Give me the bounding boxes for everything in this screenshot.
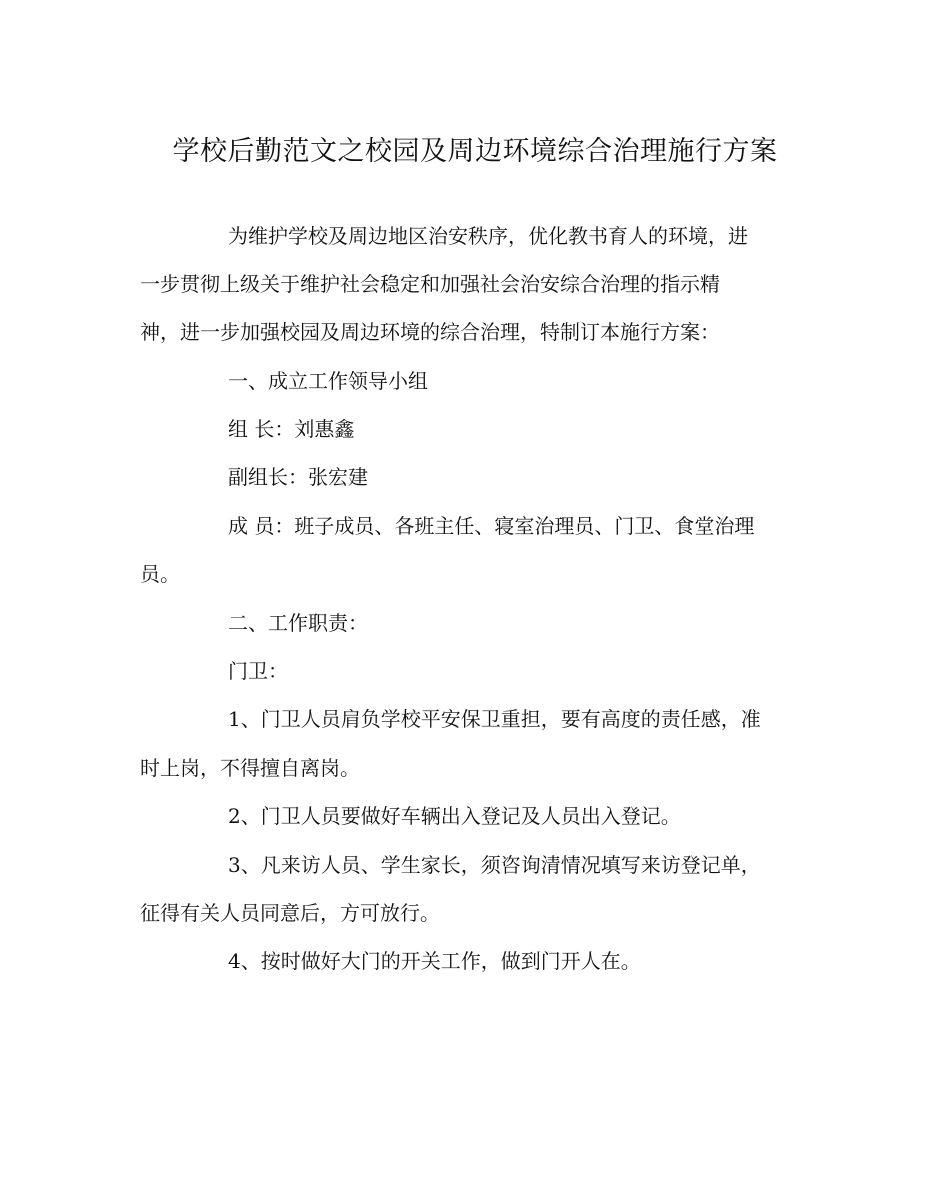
duty-item-3-line-2: 征得有关人员同意后，方可放行。 xyxy=(140,901,440,925)
members-line-1: 成 员：班子成员、各班主任、寝室治理员、门卫、食堂治理 xyxy=(228,514,755,538)
group-leader-line: 组 长：刘惠鑫 xyxy=(228,417,355,441)
document-title: 学校后勤范文之校园及周边环境综合治理施行方案 xyxy=(172,136,778,167)
duty-item-4: 4、按时做好大门的开关工作，做到门开人在。 xyxy=(228,949,641,973)
paragraph-intro-line-1: 为维护学校及周边地区治安秩序，优化教书育人的环境，进 xyxy=(228,224,748,248)
section-heading-leadership-group: 一、成立工作领导小组 xyxy=(228,369,428,393)
paragraph-intro-line-3: 神，进一步加强校园及周边环境的综合治理，特制订本施行方案： xyxy=(140,320,720,344)
members-line-2: 员。 xyxy=(140,562,180,586)
paragraph-intro-line-2: 一步贯彻上级关于维护社会稳定和加强社会治安综合治理的指示精 xyxy=(140,272,720,296)
duty-item-3-line-1: 3、凡来访人员、学生家长，须咨询清情况填写来访登记单， xyxy=(228,853,761,877)
subheading-gatekeeper: 门卫： xyxy=(228,659,288,683)
section-heading-duties: 二、工作职责： xyxy=(228,611,368,635)
duty-item-1-line-2: 时上岗，不得擅自离岗。 xyxy=(140,756,360,780)
duty-item-1-line-1: 1、门卫人员肩负学校平安保卫重担，要有高度的责任感，准 xyxy=(228,707,761,731)
deputy-leader-line: 副组长：张宏建 xyxy=(228,465,368,489)
duty-item-2: 2、门卫人员要做好车辆出入登记及人员出入登记。 xyxy=(228,804,681,828)
